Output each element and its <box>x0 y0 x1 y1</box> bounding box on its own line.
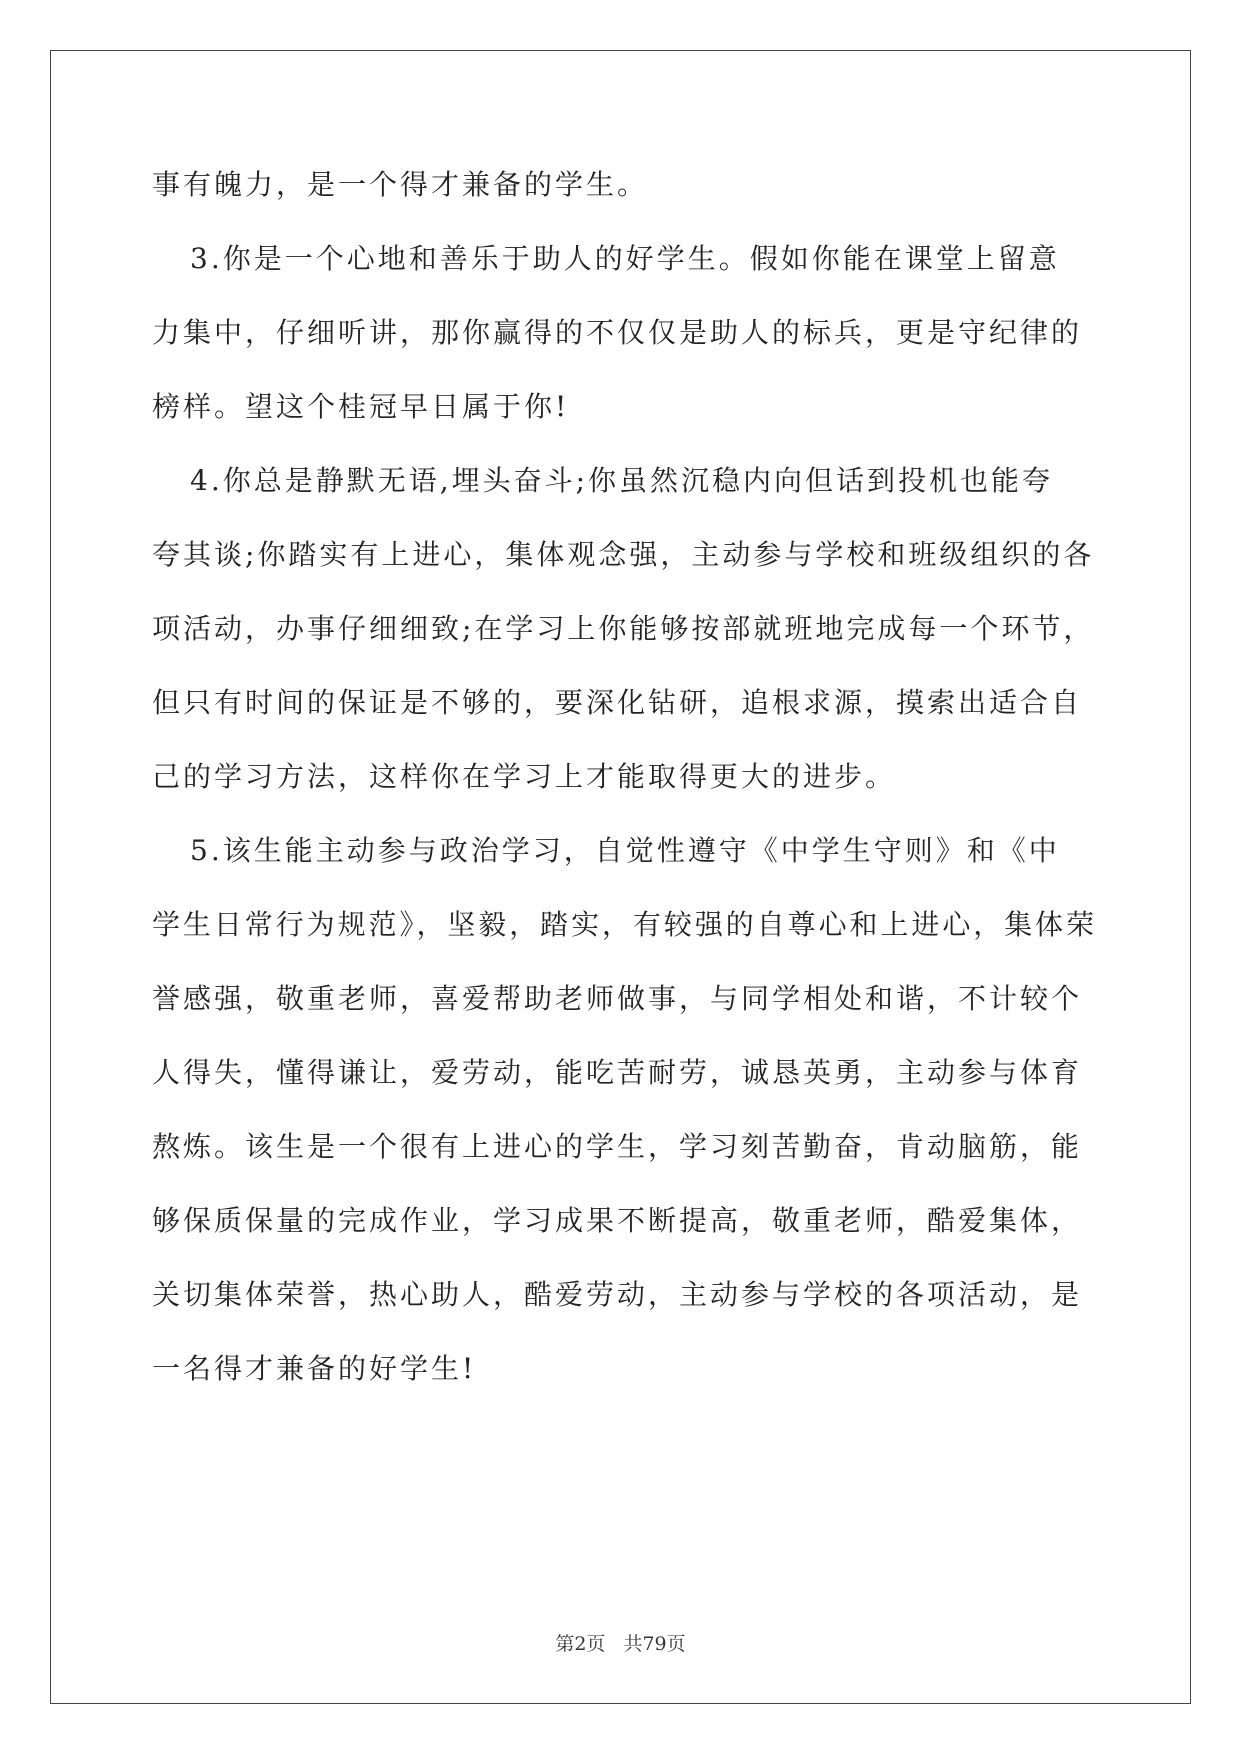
text-line: 己的学习方法，这样你在学习上才能取得更大的进步。 <box>152 760 897 793</box>
text-line: 学生日常行为规范》，坚毅，踏实，有较强的自尊心和上进心，集体荣 <box>152 908 1098 941</box>
text-line: 但只有时间的保证是不够的，要深化钻研，追根求源，摸索出适合自 <box>152 686 1083 719</box>
text-line: 4.你总是静默无语,埋头奋斗;你虽然沉稳内向但话到投机也能夸 <box>190 464 1054 497</box>
text-line: 关切集体荣誉，热心助人，酷爱劳动，主动参与学校的各项活动，是 <box>152 1278 1083 1311</box>
text-line: 项活动，办事仔细细致;在学习上你能够按部就班地完成每一个环节， <box>152 612 1095 645</box>
text-line: 力集中，仔细听讲，那你赢得的不仅仅是助人的标兵，更是守纪律的 <box>152 316 1083 349</box>
text-line: 榜样。望这个桂冠早日属于你! <box>152 390 570 423</box>
text-line: 3.你是一个心地和善乐于助人的好学生。假如你能在课堂上留意 <box>190 242 1060 275</box>
text-line: 够保质保量的完成作业，学习成果不断提高，敬重老师，酷爱集体， <box>152 1204 1083 1237</box>
text-line: 人得失，懂得谦让，爱劳动，能吃苦耐劳，诚恳英勇，主动参与体育 <box>152 1056 1083 1089</box>
text-line: 誉感强，敬重老师，喜爱帮助老师做事，与同学相处和谐，不计较个 <box>152 982 1083 1015</box>
page-border <box>50 50 1191 1704</box>
text-line: 熬炼。该生是一个很有上进心的学生，学习刻苦勤奋，肯动脑筋，能 <box>152 1130 1083 1163</box>
page-number: 第2页 <box>555 1633 606 1655</box>
page-footer <box>0 1632 1241 1656</box>
text-line: 5.该生能主动参与政治学习，自觉性遵守《中学生守则》和《中 <box>190 834 1060 867</box>
text-line: 一名得才兼备的好学生! <box>152 1352 477 1385</box>
text-line: 事有魄力，是一个得才兼备的学生。 <box>152 168 649 201</box>
page-total: 共79页 <box>623 1633 686 1655</box>
text-line: 夸其谈;你踏实有上进心，集体观念强，主动参与学校和班级组织的各 <box>152 538 1095 571</box>
